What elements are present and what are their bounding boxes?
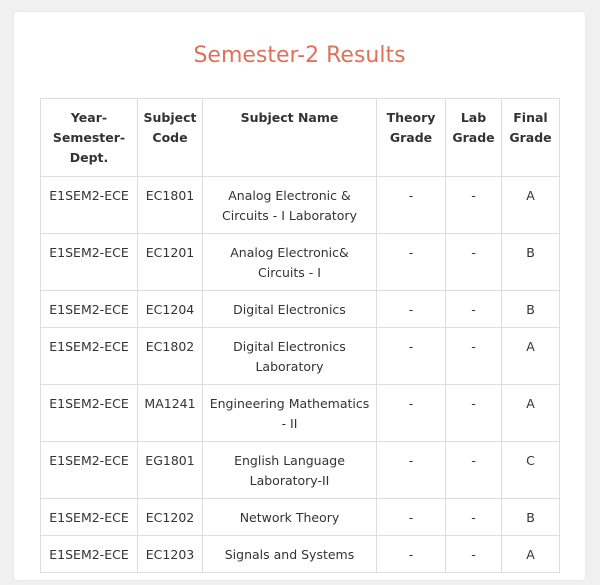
cell-final-grade: B [502, 499, 560, 536]
cell-lab-grade: - [446, 328, 502, 385]
cell-theory-grade: - [377, 291, 446, 328]
cell-subject-name: Analog Electronic& Circuits - I [203, 234, 377, 291]
cell-subject-name: Analog Electronic & Circuits - I Laboratory [203, 177, 377, 234]
cell-year-semester-dept: E1SEM2-ECE [41, 328, 138, 385]
cell-lab-grade: - [446, 442, 502, 499]
cell-subject-code: MA1241 [138, 385, 203, 442]
table-row [41, 442, 560, 499]
cell-year-semester-dept: E1SEM2-ECE [41, 536, 138, 573]
column-header-lab-grade [446, 99, 502, 177]
cell-subject-code: EC1802 [138, 328, 203, 385]
cell-year-semester-dept: E1SEM2-ECE [41, 177, 138, 234]
cell-year-semester-dept: E1SEM2-ECE [41, 442, 138, 499]
column-header-label: Subject Name [240, 110, 339, 125]
cell-lab-grade: - [446, 385, 502, 442]
column-header-subject-code [138, 99, 203, 177]
cell-subject-code: EC1203 [138, 536, 203, 573]
cell-final-grade: A [502, 385, 560, 442]
cell-subject-code: EC1801 [138, 177, 203, 234]
cell-subject-code: EC1204 [138, 291, 203, 328]
cell-subject-name: Network Theory [203, 499, 377, 536]
table-row [41, 234, 560, 291]
cell-lab-grade: - [446, 536, 502, 573]
table-row [41, 328, 560, 385]
cell-year-semester-dept: E1SEM2-ECE [41, 291, 138, 328]
cell-subject-code: EC1201 [138, 234, 203, 291]
cell-final-grade: A [502, 328, 560, 385]
cell-final-grade: B [502, 234, 560, 291]
cell-subject-name: Digital Electronics Laboratory [203, 328, 377, 385]
cell-lab-grade: - [446, 177, 502, 234]
table-row [41, 291, 560, 328]
cell-subject-name: Digital Electronics [203, 291, 377, 328]
cell-lab-grade: - [446, 234, 502, 291]
cell-year-semester-dept: E1SEM2-ECE [41, 385, 138, 442]
cell-theory-grade: - [377, 234, 446, 291]
column-header-subject-name [203, 99, 377, 177]
column-header-label: Lab Grade [452, 110, 495, 145]
column-header-year-semester-dept [41, 99, 138, 177]
cell-theory-grade: - [377, 385, 446, 442]
cell-theory-grade: - [377, 536, 446, 573]
column-header-label: Subject Code [143, 110, 197, 145]
column-header-final-grade [502, 99, 560, 177]
cell-subject-name: English Language Laboratory-II [203, 442, 377, 499]
table-row [41, 499, 560, 536]
cell-subject-name: Signals and Systems [203, 536, 377, 573]
column-header-label: Final Grade [509, 110, 552, 145]
cell-subject-code: EG1801 [138, 442, 203, 499]
cell-lab-grade: - [446, 499, 502, 536]
column-header-label: Theory Grade [386, 110, 436, 145]
cell-theory-grade: - [377, 442, 446, 499]
cell-final-grade: A [502, 177, 560, 234]
table-row [41, 536, 560, 573]
page-title: Semester-2 Results [193, 43, 406, 68]
table-row [41, 385, 560, 442]
column-header-label: Year- Semester- Dept. [52, 110, 126, 165]
cell-theory-grade: - [377, 328, 446, 385]
cell-theory-grade: - [377, 499, 446, 536]
results-table [40, 98, 560, 573]
cell-final-grade: B [502, 291, 560, 328]
cell-year-semester-dept: E1SEM2-ECE [41, 499, 138, 536]
cell-theory-grade: - [377, 177, 446, 234]
table-header-row [41, 99, 560, 177]
cell-subject-name: Engineering Mathematics - II [203, 385, 377, 442]
cell-lab-grade: - [446, 291, 502, 328]
cell-final-grade: C [502, 442, 560, 499]
column-header-theory-grade [377, 99, 446, 177]
cell-subject-code: EC1202 [138, 499, 203, 536]
cell-year-semester-dept: E1SEM2-ECE [41, 234, 138, 291]
results-card [14, 12, 585, 580]
table-row [41, 177, 560, 234]
cell-final-grade: A [502, 536, 560, 573]
